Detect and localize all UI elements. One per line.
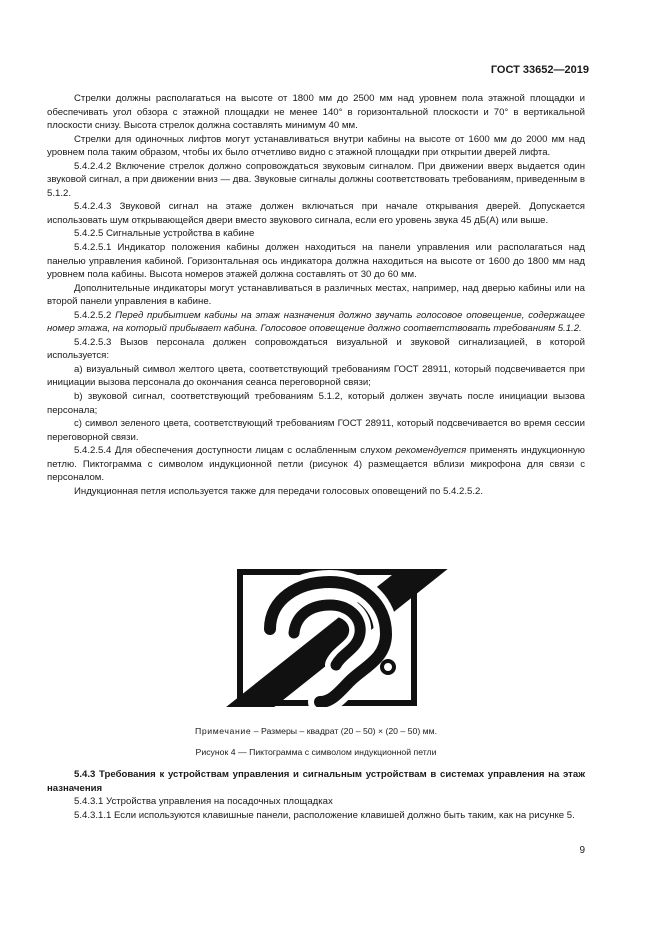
paragraph: 5.4.2.5.3 Вызов персонала должен сопровождаться визуальной и звуковой сигнализацией, в которой используется: <box>47 336 585 362</box>
paragraph-text: применять индукционную петлю. Пиктограмма с символом индукционной петли (рисунок 4) размещается вблизи микрофона для связи с персоналом. <box>47 445 585 484</box>
figure-caption: Рисунок 4 — Пиктограмма с символом индукционной петли <box>195 747 437 757</box>
subsection-heading: 5.4.2.5 Сигнальные устройства в кабине <box>74 228 255 240</box>
section-heading: 5.4.3 Требования к устройствам управления и сигнальным устройствам в системах управления на этаж назначения <box>47 769 585 794</box>
paragraph-text: 5.4.2.5.4 Для обеспечения доступности лицам с ослабленным слухом <box>74 445 396 457</box>
paragraph: Стрелки должны располагаться на высоте от 1800 мм до 2500 мм над уровнем пола этажной площадки и обеспечивать угол обзора с этажной площадки не менее 140° в горизонтальной плоскости и 70° в вертикальной плоскости снизу. Высота стрелок должна составлять минимум 40 мм. <box>47 93 585 132</box>
figure-note <box>47 726 585 736</box>
paragraph <box>47 309 585 336</box>
paragraph: Индукционная петля используется также для передачи голосовых оповещений по 5.4.2.5.2. <box>74 485 484 497</box>
paragraph: Стрелки для одиночных лифтов могут устанавливаться внутри кабины на высоте от 1600 мм до 2000 мм над уровнем пола таким образом, чтобы их было отчетливо видно с этажной площадки при открытии дверей лифта. <box>47 133 585 159</box>
induction-loop-pictogram <box>210 569 450 707</box>
paragraph: 5.4.2.4.3 Звуковой сигнал на этаже должен включаться при начале открывания дверей. Допускается использовать шум открывающейся двери вместо звукового сигнала, если его уровень звука 45 дБ(А) или выше. <box>47 201 585 226</box>
ear-icon <box>210 569 450 707</box>
section-5-4-3 <box>47 768 585 822</box>
note-text: – Размеры – квадрат (20 – 50) × (20 – 50) мм. <box>251 726 438 736</box>
list-item: c) символ зеленого цвета, соответствующий требованиям ГОСТ 28911, который подсвечивается во время сессии переговорной связи. <box>47 418 585 443</box>
paragraph: 5.4.2.5.1 Индикатор положения кабины должен находиться на панели управления или располагаться над панелью управления кабиной. Горизонтальная ось индикатора должна находиться на высоте от 1600 до 1800 мм над уровнем пола кабины. Высота номеров этажей должна составлять от 30 до 60 мм. <box>47 242 585 281</box>
italic-recommendation: рекомендуется <box>395 445 467 457</box>
document-header: ГОСТ 33652—2019 <box>490 64 589 76</box>
note-label: Примечание <box>194 726 252 736</box>
italic-requirement: Перед прибытием кабины на этаж назначения должно звучать голосовое оповещение, содержащее номер этажа, на который прибывает кабина. Голосовое оповещение должно соответствовать требованиям 5.1.2. <box>47 309 585 335</box>
paragraph: Дополнительные индикаторы могут устанавливаться в различных местах, например, над дверью кабины или на второй панели управления в кабине. <box>47 282 585 308</box>
clause-number: 5.4.2.5.2 <box>74 309 116 321</box>
paragraph: 5.4.3.1.1 Если используются клавишные панели, расположение клавишей должно быть таким, как на рисунке 5. <box>74 809 575 821</box>
page-number: 9 <box>579 845 585 856</box>
paragraph: 5.4.2.4.2 Включение стрелок должно сопровождаться звуковым сигналом. При движении вверх выдается один звуковой сигнал, а при движении вниз — два. Звуковые сигналы должны соответствовать требованиям, приведенным в 5.1.2. <box>47 160 585 199</box>
body-text <box>47 92 585 498</box>
paragraph <box>47 444 585 485</box>
list-item: b) звуковой сигнал, соответствующий требованиям 5.1.2, который должен звучать после инициации вызова персонала; <box>47 391 585 416</box>
list-item: a) визуальный символ желтого цвета, соответствующий требованиям ГОСТ 28911, который подсвечивается при инициации вызова персонала до окончания сеанса переговорной связи; <box>47 363 585 389</box>
paragraph: 5.4.3.1 Устройства управления на посадочных площадках <box>74 796 333 808</box>
